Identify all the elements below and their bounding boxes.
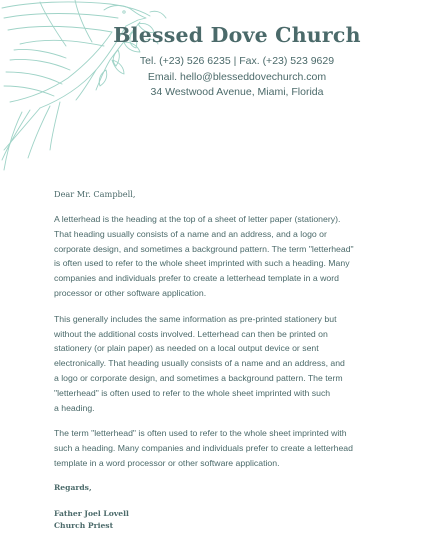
- letter-body: [54, 188, 374, 532]
- paragraph-1: A letterhead is the heading at the top of a sheet of letter paper (stationery). That heading usually consists of a name and an address, and a logo or corporate design, and sometimes a background pattern. The term "letterhead" is often used to refer to the whole sheet imprinted with such a heading. Many companies and individuals prefer to create a letterhead template in a word processor or other software application.: [54, 214, 354, 298]
- signer-title: Church Priest: [54, 520, 114, 530]
- salutation: Dear Mr. Campbell,: [54, 189, 136, 199]
- address-line: 34 Westwood Avenue, Miami, Florida: [150, 86, 324, 98]
- email-line: Email. hello@blesseddovechurch.com: [147, 70, 327, 83]
- letterhead-header: [87, 20, 387, 101]
- phone-fax-line: Tel. (+23) 526 6235 | Fax. (+23) 523 9629: [139, 55, 335, 67]
- closing: Regards,: [54, 482, 92, 492]
- signer-name: Father Joel Lovell: [54, 508, 129, 518]
- paragraph-3: The term "letterhead" is often used to refer to the whole sheet imprinted with such a heading. Many companies and individuals prefer to create a letterhead template in a word processor or other software application.: [54, 428, 353, 468]
- paragraph-2: This generally includes the same information as pre-printed stationery but without the additional costs involved. Letterhead can then be printed on stationery (or plain paper) as needed on a local output device or sent electronically. That heading usually consists of a name and an address, and a logo or corporate design, and sometimes a background pattern. The term "letterhead" is often used to refer to the whole sheet imprinted with such a heading.: [54, 313, 345, 413]
- church-name: Blessed Dove Church: [113, 23, 361, 47]
